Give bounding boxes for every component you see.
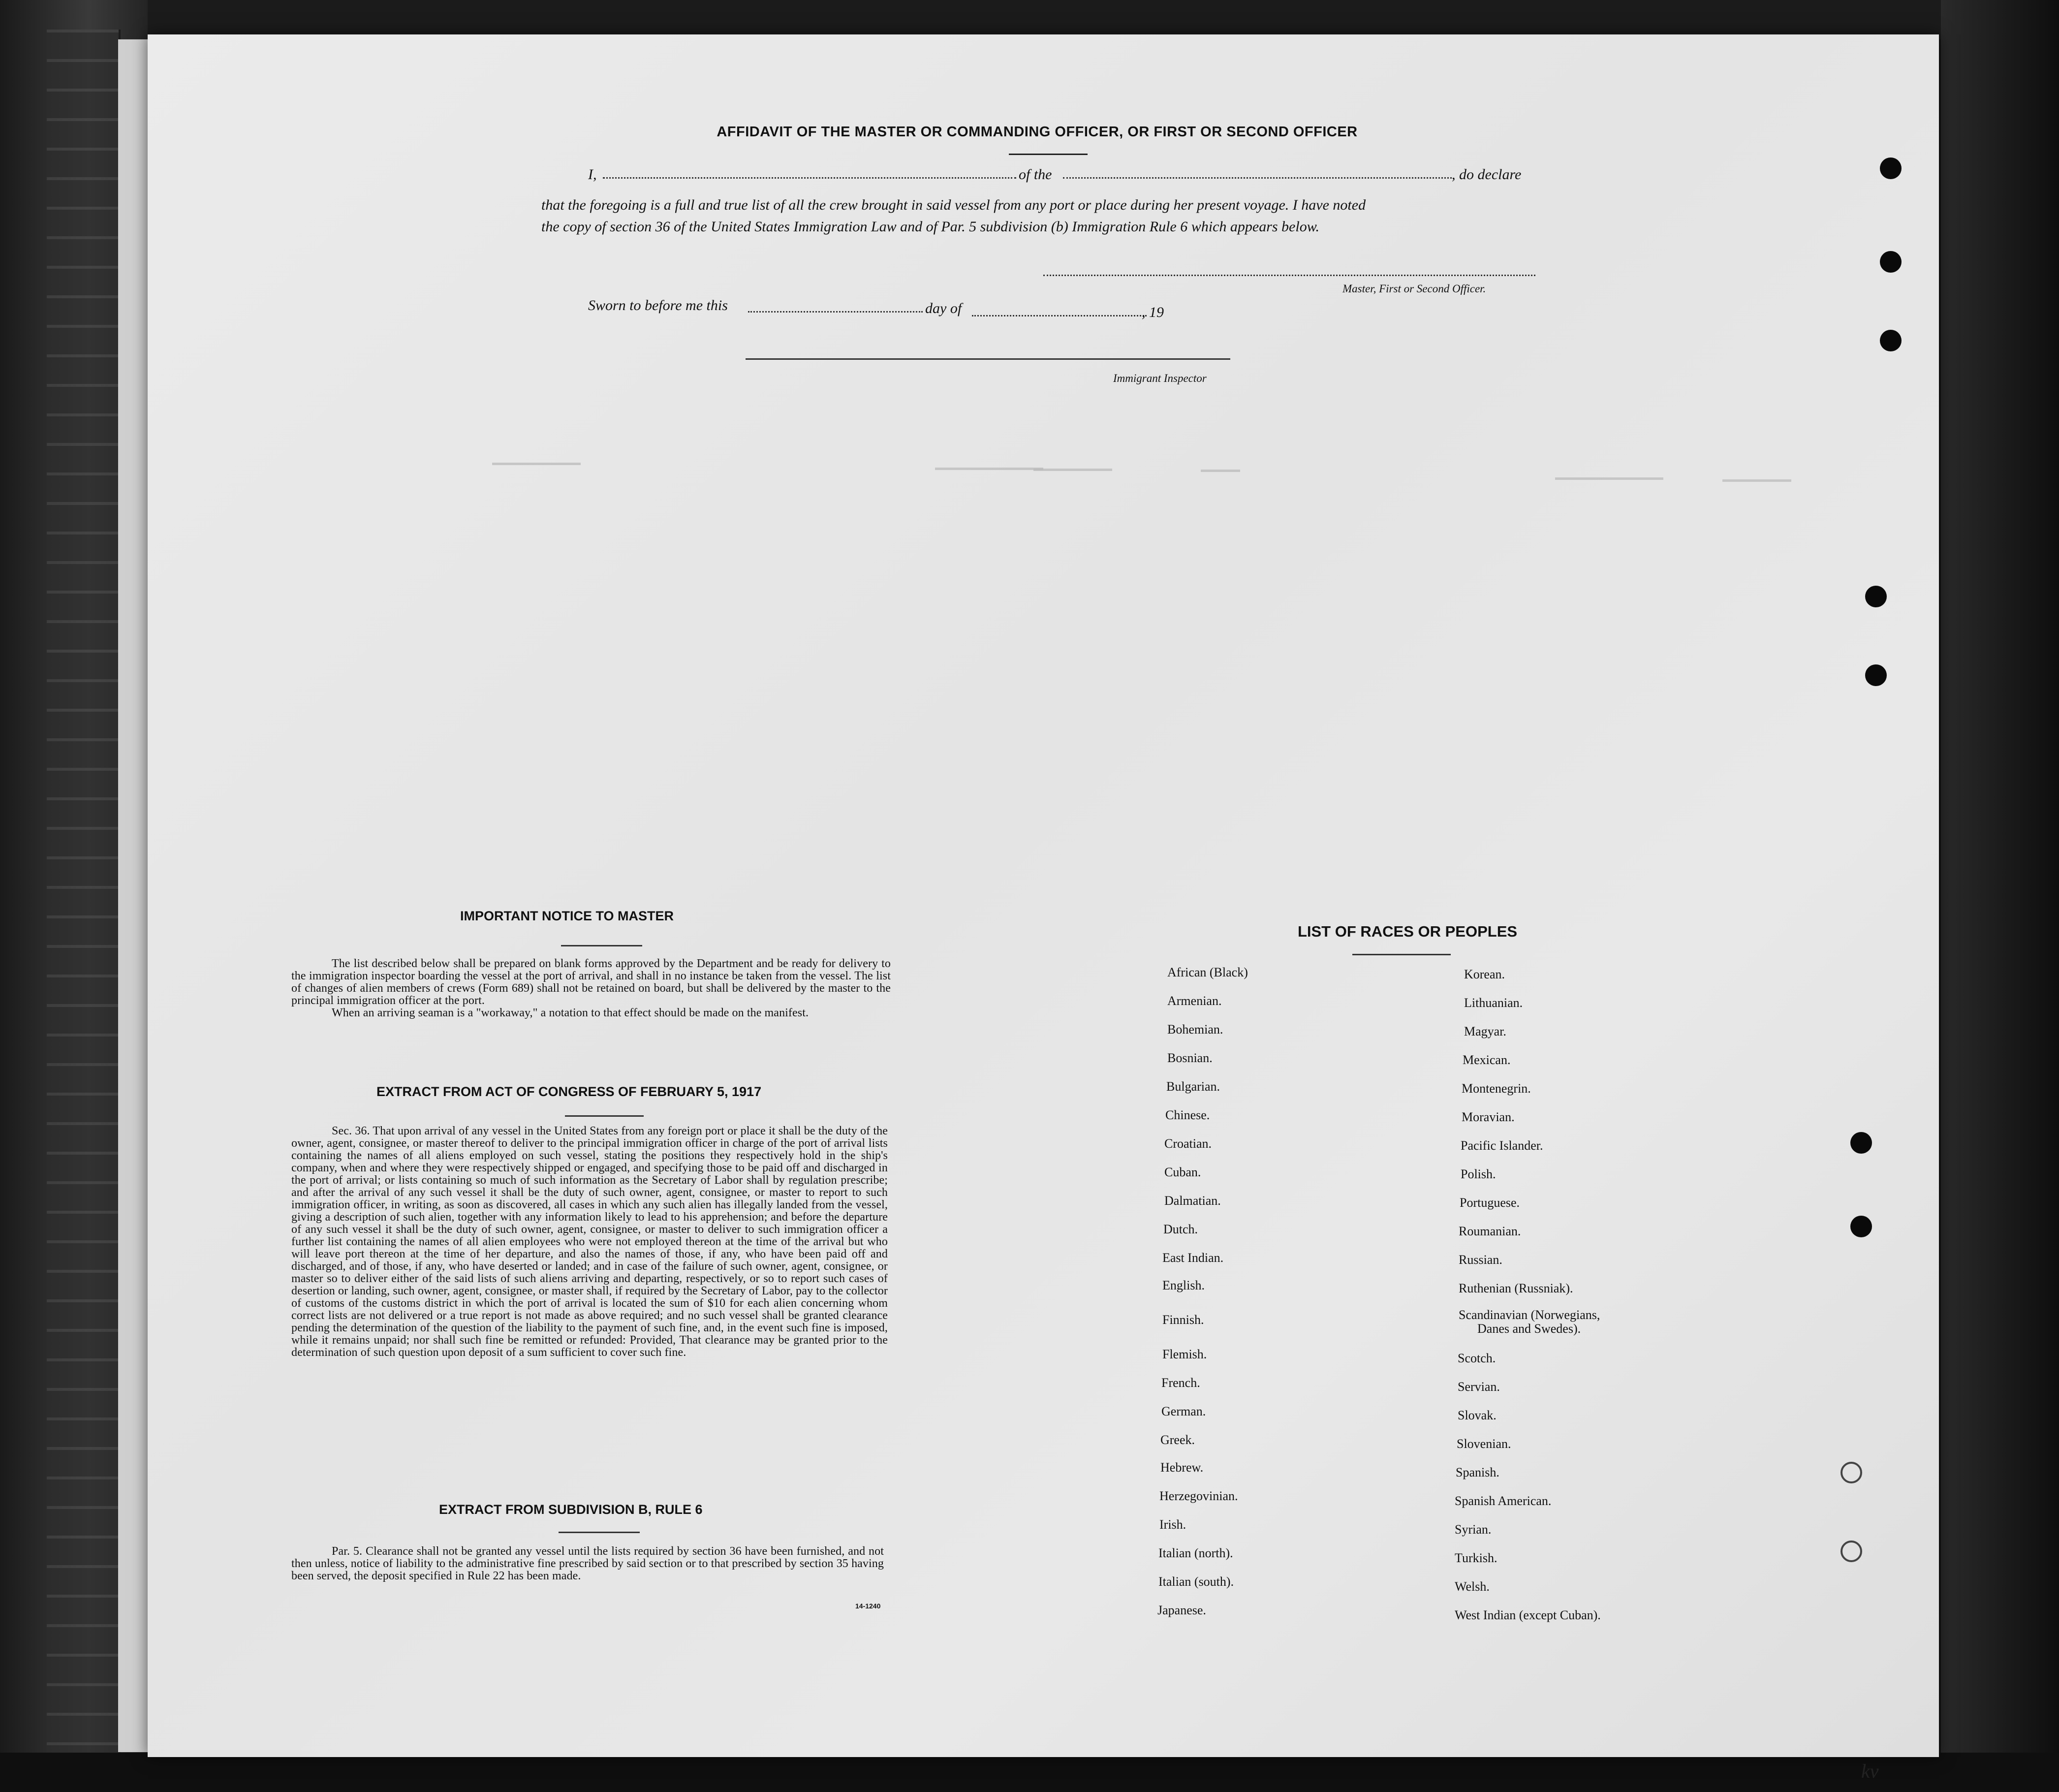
race-item: Montenegrin. [1462, 1081, 1531, 1096]
day-of-label: day of [925, 300, 962, 316]
race-item: Herzegovinian. [1159, 1489, 1238, 1503]
bleed-through-mark [492, 463, 581, 465]
race-item: Welsh. [1455, 1579, 1490, 1594]
race-item: Bulgarian. [1166, 1079, 1220, 1094]
race-item: Bohemian. [1167, 1022, 1223, 1037]
race-item: Mexican. [1463, 1053, 1511, 1067]
race-item: Spanish. [1456, 1465, 1499, 1479]
binder-hole [1865, 586, 1887, 607]
race-item: Hebrew. [1160, 1460, 1204, 1475]
master-signature-label: Master, First or Second Officer. [1342, 283, 1486, 295]
race-item: Greek. [1160, 1433, 1195, 1447]
race-item: French. [1161, 1376, 1200, 1390]
race-item: Chinese. [1165, 1108, 1210, 1122]
scan-border-right [1941, 0, 2059, 1792]
affidavit-title: AFFIDAVIT OF THE MASTER OR COMMANDING OFFICER, OR FIRST OR SECOND OFFICER [717, 124, 1358, 140]
affidavit-declare-label: , do declare [1452, 166, 1522, 183]
race-item: Dalmatian. [1164, 1194, 1221, 1208]
notice-rule [561, 945, 642, 946]
sworn-day-field[interactable] [748, 311, 923, 313]
race-item: Syrian. [1455, 1522, 1492, 1537]
race-item: Lithuanian. [1464, 996, 1523, 1010]
affidavit-line-2: that the foregoing is a full and true list of all the crew brought in said vessel from any port or place during her present voyage. I have noted [541, 197, 1366, 213]
race-item: Japanese. [1157, 1603, 1206, 1617]
race-item: Slovak. [1458, 1408, 1497, 1422]
inspector-label: Immigrant Inspector [1113, 372, 1207, 384]
handwritten-corner-mark: kv [1861, 1760, 1879, 1782]
race-item: Finnish. [1162, 1313, 1204, 1327]
affidavit-of-the-label: of the [1019, 166, 1052, 183]
race-item: Moravian. [1462, 1110, 1515, 1124]
scan-border-bottom [0, 1753, 2059, 1792]
affidavit-i-label: I, [588, 166, 597, 183]
race-item: Turkish. [1455, 1551, 1497, 1565]
races-title: LIST OF RACES OR PEOPLES [1297, 923, 1518, 940]
race-item: Cuban. [1164, 1165, 1201, 1179]
year-label: , 19 [1142, 304, 1164, 320]
binder-hole [1880, 157, 1902, 179]
scan-ruler [47, 30, 121, 1772]
inspector-signature-field[interactable] [746, 358, 1230, 360]
race-item: Pacific Islander. [1461, 1138, 1543, 1153]
race-item: Italian (north). [1158, 1546, 1233, 1560]
notice-body [291, 958, 891, 1019]
race-item: Portuguese. [1460, 1195, 1520, 1210]
race-item: Ruthenian (Russniak). [1459, 1281, 1573, 1295]
form-number: 14-1240 [855, 1602, 881, 1610]
race-item: Scandinavian (Norwegians, [1459, 1308, 1600, 1322]
affidavit-title-rule [1009, 154, 1088, 155]
act-extract-body [291, 1125, 888, 1359]
sworn-label: Sworn to before me this [588, 297, 728, 314]
race-item: Bosnian. [1167, 1051, 1213, 1065]
sworn-month-field[interactable] [972, 315, 1147, 316]
race-item: Italian (south). [1158, 1574, 1234, 1589]
notice-paragraph-1: The list described below shall be prepared on blank forms approved by the Department and be ready for delivery to the immigration inspector boarding the vessel at the port of arrival, and shall in no instance be taken from the vessel. The list of changes of alien members of crews (Form 689) shall not be retained on board, but shall be delivered by the master to the principal immigration officer at the port. [291, 957, 891, 1007]
race-item: Armenian. [1167, 994, 1222, 1008]
bleed-through-mark [1033, 469, 1112, 471]
race-item: Magyar. [1464, 1024, 1506, 1038]
binder-hole [1880, 251, 1902, 273]
section-36-text: Sec. 36. That upon arrival of any vessel in the United States from any foreign port or place it shall be the duty of the owner, agent, consignee, or master thereof to deliver to the principal immigration officer in charge of the port of arrival lists containing the names of all aliens employed on such vessel, stating the positions they respectively hold in the ship's company, when and where they were respectively shipped or engaged, and specifying those to be paid off and discharged in the port of arrival; or lists containing so much of such information as the Secretary of Labor shall by regulation prescribe; and after the arrival of any such vessel it shall be the duty of such owner, agent, consignee, or master to report to such immigration officer, in writing, as soon as discovered, all cases in which any such alien has illegally landed from the vessel, giving a description of such alien, together with any information likely to lead to his apprehension; and before the departure of any such vessel it shall be the duty of such owner, agent, consignee, or master to deliver to such immigration officer a further list containing the names of all alien employees who were not employed thereon at the time of the arrival but who will leave port thereon at the time of her departure, and also the names of those, if any, who have been paid off and discharged, and of those, if any, who have deserted or landed; and in case of the failure of such owner, agent, consignee, or master so to deliver either of the said lists of such aliens arriving and departing, respectively, or so to report such cases of desertion or landing, such owner, agent, consignee, or master shall, if required by the Secretary of Labor, pay to the collector of customs of the customs district in which the port of arrival is located the sum of $10 for each alien concerning whom correct lists are not delivered or a true report is not made as above required; and no such vessel shall be granted clearance pending the determination of the question of the liability to the payment of such fine, and, in the event such fine is imposed, while it remains unpaid; nor shall such fine be remitted or refunded: Provided, That clearance may be granted prior to the determination of such question upon deposit of a sum sufficient to cover such fine. [291, 1125, 888, 1359]
race-item: German. [1161, 1404, 1206, 1418]
binder-hole [1850, 1216, 1872, 1237]
bleed-through-mark [1201, 470, 1240, 472]
race-item: Dutch. [1163, 1222, 1198, 1236]
master-signature-field[interactable] [1043, 275, 1535, 276]
bleed-through-mark [935, 468, 1043, 470]
race-item: Scotch. [1458, 1351, 1496, 1365]
race-item: Polish. [1461, 1167, 1496, 1181]
race-item: Korean. [1464, 967, 1505, 981]
act-extract-title: EXTRACT FROM ACT OF CONGRESS OF FEBRUARY 5, 1917 [376, 1084, 762, 1099]
race-item: West Indian (except Cuban). [1455, 1608, 1601, 1622]
par-5-text: Par. 5. Clearance shall not be granted any vessel until the lists required by section 36 have been furnished, and not then unless, notice of liability to the administrative fine prescribed by said section or to that prescribed by section 35 having been served, the deposit specified in Rule 22 has been made. [291, 1545, 884, 1582]
notice-title: IMPORTANT NOTICE TO MASTER [460, 909, 674, 923]
race-item: Flemish. [1162, 1347, 1207, 1361]
binder-hole [1865, 664, 1887, 686]
race-item: East Indian. [1162, 1251, 1224, 1265]
master-name-field[interactable] [603, 177, 1016, 179]
races-title-rule [1352, 954, 1451, 955]
notice-paragraph-2: When an arriving seaman is a "workaway," a notation to that effect should be made on the manifest. [332, 1006, 809, 1019]
affidavit-line-3: the copy of section 36 of the United States Immigration Law and of Par. 5 subdivision (b) Immigration Rule 6 which appears below. [541, 219, 1319, 235]
race-item: Russian. [1459, 1253, 1502, 1267]
race-item: Servian. [1458, 1380, 1500, 1394]
race-item: Croatian. [1164, 1136, 1212, 1151]
race-item: Danes and Swedes). [1477, 1321, 1581, 1336]
race-item: Roumanian. [1459, 1224, 1521, 1238]
binder-hole-open [1841, 1540, 1862, 1562]
rule-extract-rule [559, 1532, 640, 1533]
rule-extract-title: EXTRACT FROM SUBDIVISION B, RULE 6 [439, 1502, 703, 1517]
race-item: Slovenian. [1457, 1437, 1511, 1451]
race-item: Spanish American. [1455, 1494, 1552, 1508]
bleed-through-mark [1722, 479, 1791, 482]
race-item: Irish. [1159, 1517, 1186, 1532]
act-extract-rule [565, 1115, 644, 1117]
race-item: English. [1162, 1278, 1205, 1292]
binder-hole-open [1841, 1462, 1862, 1483]
binder-hole [1880, 330, 1902, 351]
vessel-name-field[interactable] [1063, 177, 1452, 179]
scan-border-top [0, 0, 2059, 39]
binder-hole [1850, 1132, 1872, 1154]
rule-extract-body [291, 1545, 884, 1582]
race-item: African (Black) [1167, 965, 1248, 979]
bleed-through-mark [1555, 477, 1663, 480]
document-page [148, 34, 1939, 1757]
